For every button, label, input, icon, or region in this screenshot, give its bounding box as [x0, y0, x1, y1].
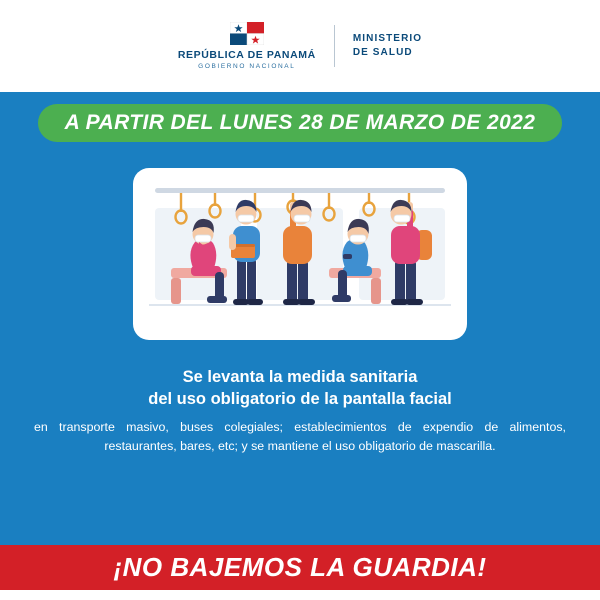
- ministry-block: [353, 32, 422, 61]
- public-transport-bus-interior-illustration: [133, 168, 467, 340]
- headline-line-2: del uso obligatorio de la pantalla facial: [148, 390, 452, 409]
- header-divider: [334, 25, 335, 67]
- header: [0, 0, 600, 92]
- headline-line-1: Se levanta la medida sanitaria: [182, 368, 418, 386]
- footer-slogan: ¡NO BAJEMOS LA GUARDIA!: [113, 552, 487, 582]
- ministry-line-1: MINISTERIO: [352, 32, 423, 44]
- gov-title: REPÚBLICA DE PANAMÁ: [177, 48, 316, 61]
- panama-flag-icon: [230, 22, 264, 45]
- date-banner: [38, 104, 562, 142]
- header-inner: [178, 22, 422, 71]
- footer-bar: [0, 545, 600, 590]
- date-banner-text: A PARTIR DEL LUNES 28 DE MARZO DE 2022: [64, 111, 536, 134]
- body-text: en transporte masivo, buses colegiales; establecimientos de expendio de alimentos, restaurantes, bares, etc; y se mantiene el uso obligatorio de mascarilla.: [34, 420, 566, 454]
- ministry-line-2: DE SALUD: [352, 47, 413, 58]
- gov-subtitle: GOBIERNO NACIONAL: [198, 63, 296, 70]
- footer: [0, 545, 600, 600]
- headline: [0, 366, 600, 411]
- bus-illustration-svg: [133, 168, 467, 340]
- government-block: [178, 22, 316, 71]
